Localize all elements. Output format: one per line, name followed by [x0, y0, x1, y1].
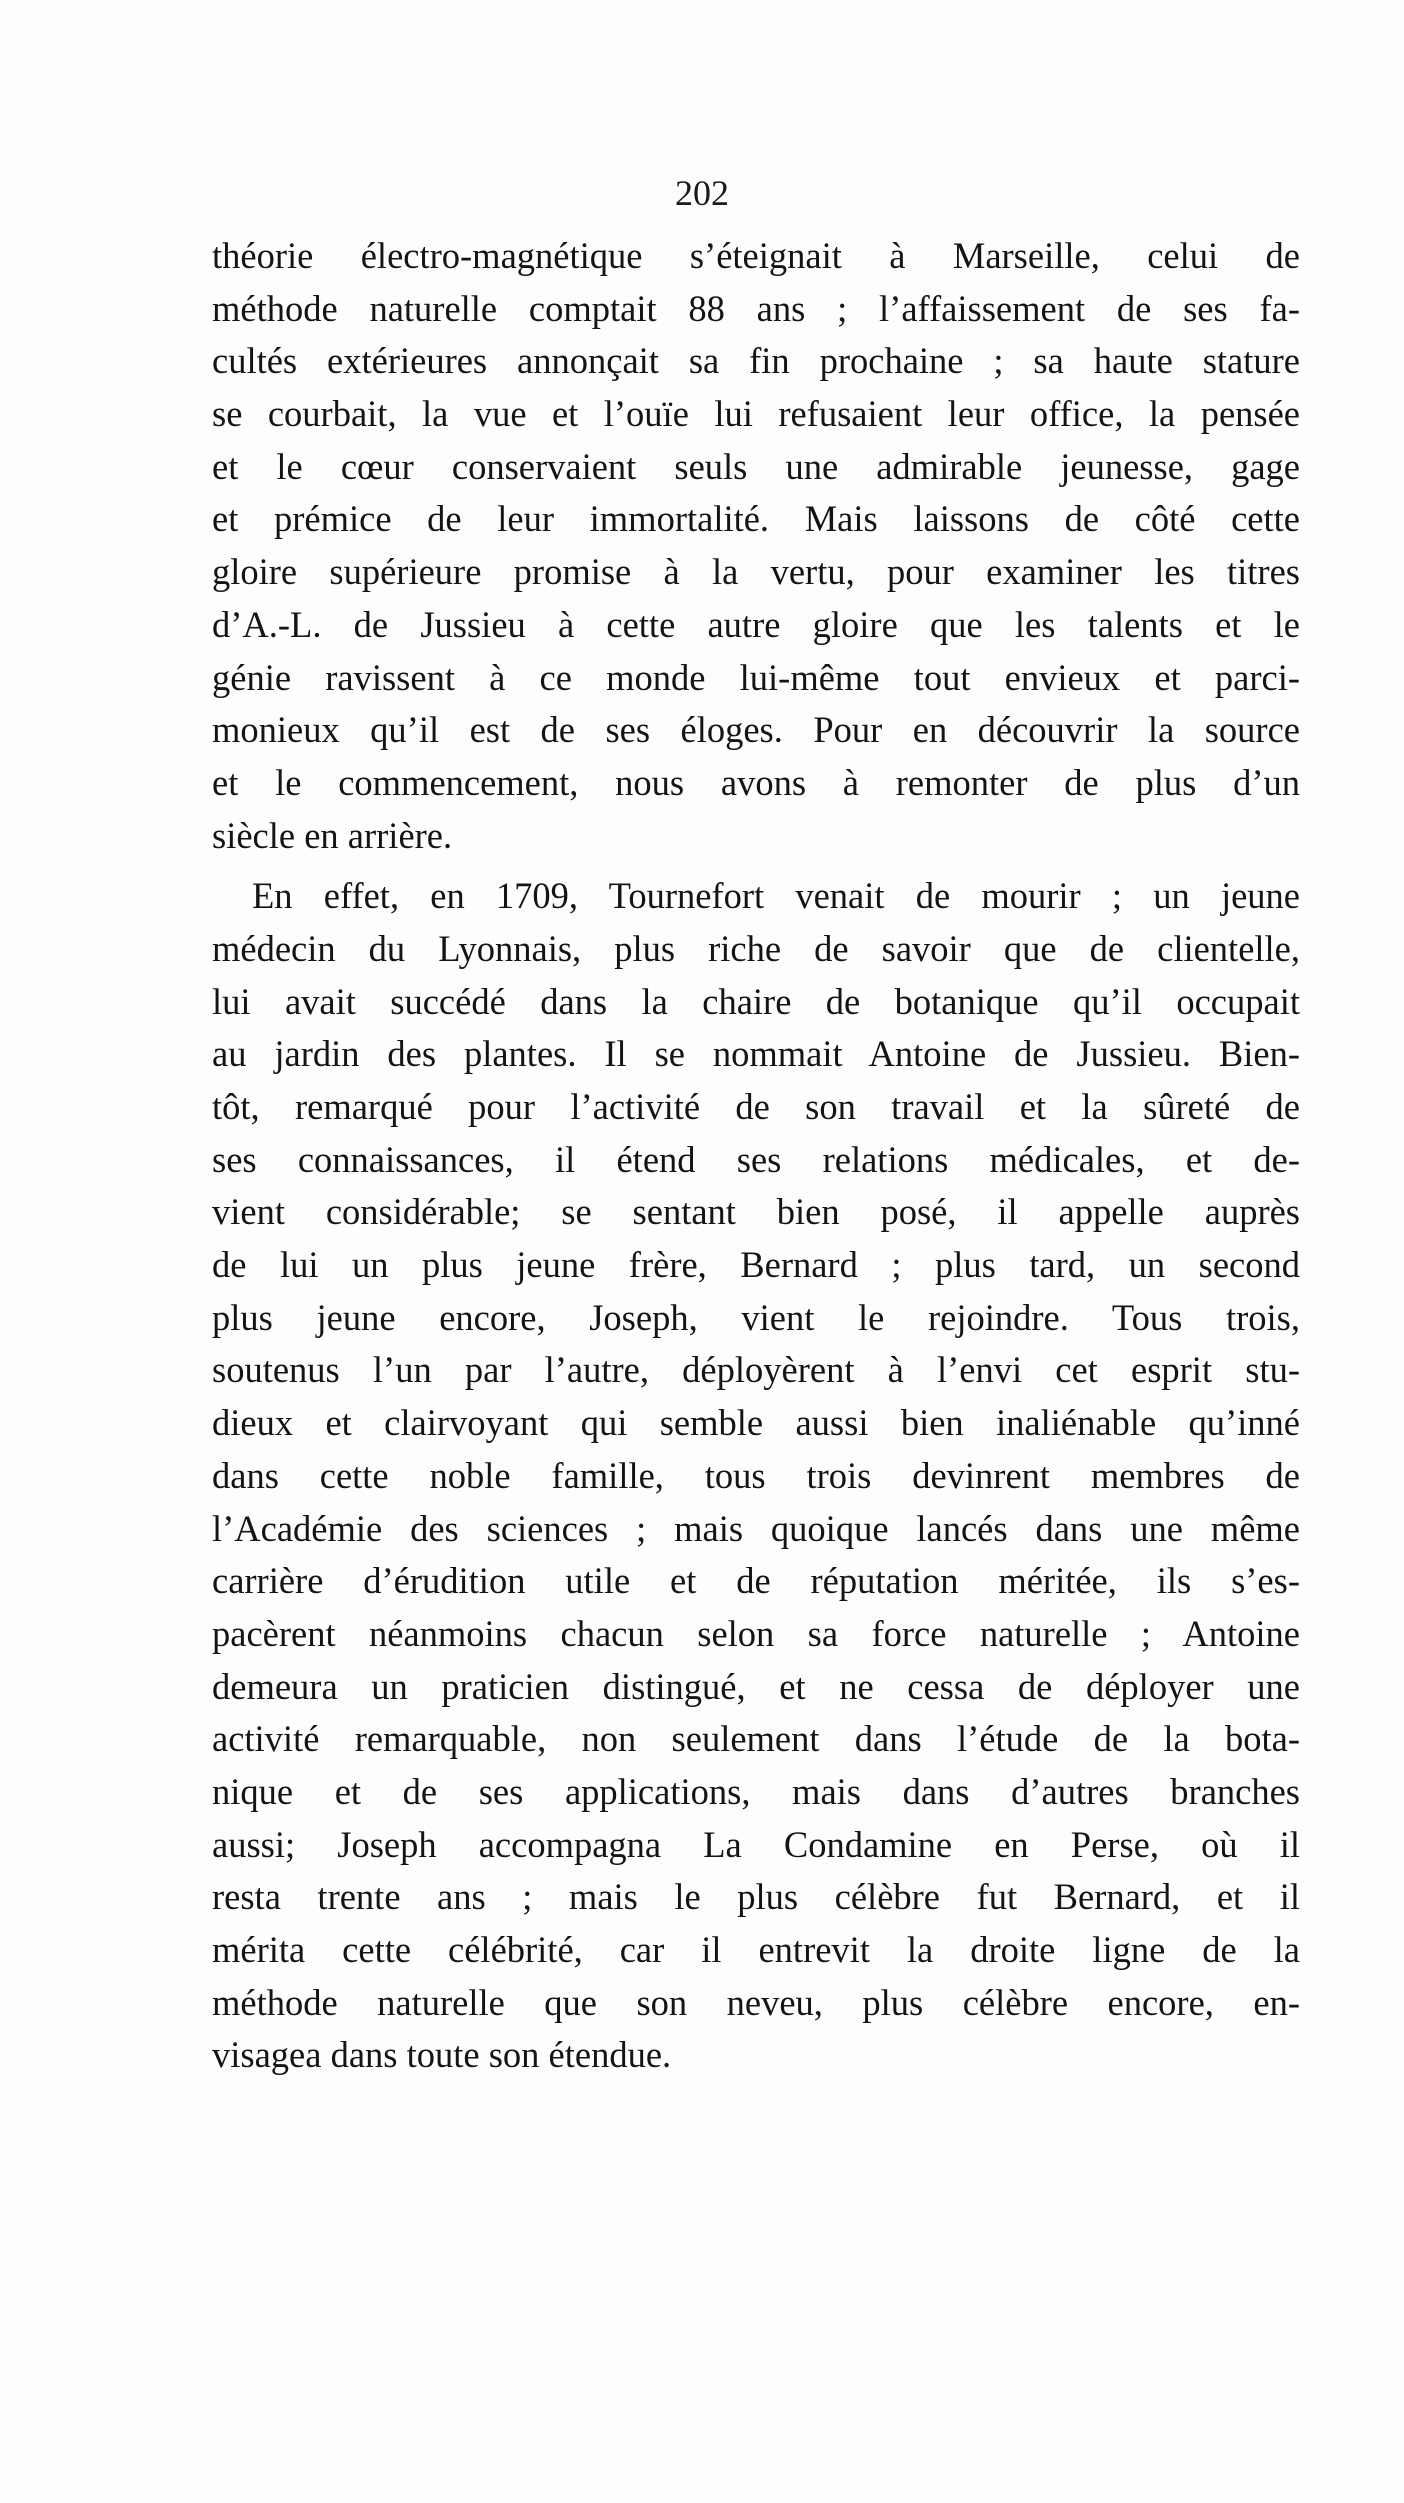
text-line: dans cette noble famille, tous trois devinrent membres de — [212, 1454, 1300, 1496]
text-line: monieux qu’il est de ses éloges. Pour en découvrir la source — [212, 709, 1300, 751]
text-line: activité remarquable, non seulement dans l’étude de la bota- — [212, 1718, 1300, 1760]
text-line: pacèrent néanmoins chacun selon sa force naturelle ; Antoine — [212, 1612, 1300, 1654]
page-number: 202 — [675, 173, 729, 213]
text-line: siècle en arrière. — [212, 814, 453, 856]
text-line: médecin du Lyonnais, plus riche de savoir que de clientelle, — [212, 927, 1300, 969]
paragraph-gap — [212, 862, 1300, 870]
text-line: l’Académie des sciences ; mais quoique lancés dans une même — [212, 1507, 1300, 1549]
text-line: se courbait, la vue et l’ouïe lui refusaient leur office, la pensée — [212, 393, 1300, 435]
text-line: théorie électro-magnétique s’éteignait à Marseille, celui de — [212, 235, 1300, 276]
text-line: aussi; Joseph accompagna La Condamine en Perse, où il — [212, 1823, 1300, 1865]
text-line: gloire supérieure promise à la vertu, pour examiner les titres — [212, 551, 1300, 593]
text-line: dieux et clairvoyant qui semble aussi bien inaliénable qu’inné — [212, 1402, 1300, 1444]
text-line: carrière d’érudition utile et de réputation méritée, ils s’es- — [212, 1560, 1300, 1602]
text-line: et le cœur conservaient seuls une admirable jeunesse, gage — [212, 445, 1300, 487]
text-line: ses connaissances, il étend ses relations médicales, et de- — [212, 1138, 1300, 1180]
paragraph-1 — [212, 230, 1300, 862]
text-line: génie ravissent à ce monde lui-même tout envieux et parci- — [212, 656, 1300, 698]
text-line: d’A.-L. de Jussieu à cette autre gloire que les talents et le — [212, 603, 1300, 645]
text-line: cultés extérieures annonçait sa fin prochaine ; sa haute stature — [212, 340, 1300, 382]
text-line: et prémice de leur immortalité. Mais laissons de côté cette — [212, 498, 1300, 540]
text-line: méthode naturelle comptait 88 ans ; l’affaissement de ses fa- — [212, 287, 1300, 329]
text-line: En effet, en 1709, Tournefort venait de mourir ; un jeune — [252, 875, 1300, 917]
text-line: visagea dans toute son étendue. — [212, 2034, 672, 2076]
text-line: et le commencement, nous avons à remonter de plus d’un — [212, 761, 1300, 803]
text-line: méthode naturelle que son neveu, plus célèbre encore, en- — [212, 1981, 1300, 2023]
text-line: vient considérable; se sentant bien posé, il appelle auprès — [212, 1191, 1300, 1233]
text-line: au jardin des plantes. Il se nommait Antoine de Jussieu. Bien- — [212, 1033, 1300, 1075]
paragraph-2 — [212, 870, 1300, 2082]
text-line: soutenus l’un par l’autre, déployèrent à l’envi cet esprit stu- — [212, 1349, 1300, 1391]
text-line: nique et de ses applications, mais dans d’autres branches — [212, 1770, 1300, 1812]
text-line: resta trente ans ; mais le plus célèbre fut Bernard, et il — [212, 1876, 1300, 1918]
body-text — [212, 230, 1300, 2082]
text-line: plus jeune encore, Joseph, vient le rejoindre. Tous trois, — [212, 1296, 1300, 1338]
text-line: lui avait succédé dans la chaire de botanique qu’il occupait — [212, 980, 1300, 1022]
text-line: tôt, remarqué pour l’activité de son travail et la sûreté de — [212, 1086, 1300, 1127]
text-line: de lui un plus jeune frère, Bernard ; plus tard, un second — [212, 1244, 1300, 1286]
text-line: demeura un praticien distingué, et ne cessa de déployer une — [212, 1665, 1300, 1707]
text-line: mérita cette célébrité, car il entrevit la droite ligne de la — [212, 1929, 1300, 1970]
